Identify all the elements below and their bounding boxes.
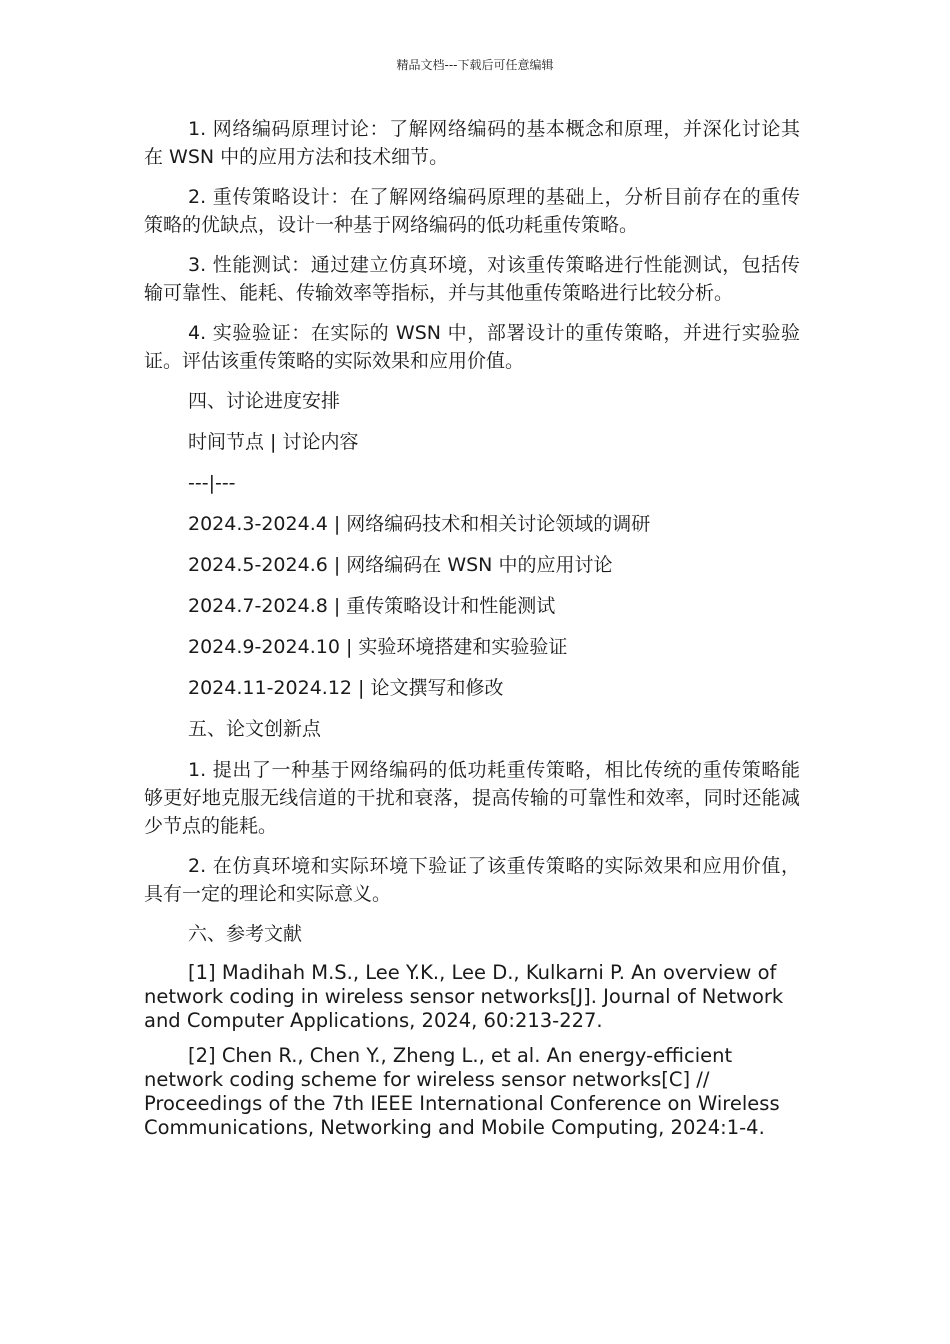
schedule-row: 2024.3-2024.4 | 网络编码技术和相关讨论领域的调研 [188, 513, 651, 535]
references-heading: 六、参考文献 [188, 923, 303, 945]
reference-entry-2: [2] Chen R., Chen Y., Zheng L., et al. An energy-efficient network coding scheme for wireless sensor networks[C] // Proceedings of the 7th IEEE International Conference on Wireless Communications, Networking and Mobile Computing, 2024:1-4. [144, 1044, 780, 1139]
research-item-3: 3. 性能测试：通过建立仿真环境，对该重传策略进行性能测试，包括传输可靠性、能耗、传输效率等指标，并与其他重传策略进行比较分析。 [144, 254, 800, 304]
schedule-row: 2024.9-2024.10 | 实验环境搭建和实验验证 [188, 636, 568, 658]
innovation-heading: 五、论文创新点 [188, 718, 322, 740]
schedule-table-separator: ---|--- [188, 472, 236, 494]
schedule-row: 2024.5-2024.6 | 网络编码在 WSN 中的应用讨论 [188, 554, 613, 576]
innovation-point-2: 2. 在仿真环境和实际环境下验证了该重传策略的实际效果和应用价值，具有一定的理论和实际意义。 [144, 855, 800, 905]
schedule-table-header: 时间节点 | 讨论内容 [188, 431, 359, 453]
schedule-heading: 四、讨论进度安排 [188, 390, 341, 412]
page-header: 精品文档---下载后可任意编辑 [396, 58, 554, 72]
reference-entry-1: [1] Madihah M.S., Lee Y.K., Lee D., Kulkarni P. An overview of network coding in wireless sensor networks[J]. Journal of Network and Computer Applications, 2024, 60:213-227. [144, 961, 784, 1032]
research-item-2: 2. 重传策略设计：在了解网络编码原理的基础上，分析目前存在的重传策略的优缺点，设计一种基于网络编码的低功耗重传策略。 [144, 186, 800, 236]
document-body [144, 115, 800, 1151]
research-item-4: 4. 实验验证：在实际的 WSN 中，部署设计的重传策略，并进行实验验证。评估该重传策略的实际效果和应用价值。 [144, 322, 800, 372]
schedule-row: 2024.11-2024.12 | 论文撰写和修改 [188, 677, 504, 699]
innovation-point-1: 1. 提出了一种基于网络编码的低功耗重传策略，相比传统的重传策略能够更好地克服无线信道的干扰和衰落，提高传输的可靠性和效率，同时还能减少节点的能耗。 [144, 759, 800, 837]
research-item-1: 1. 网络编码原理讨论：了解网络编码的基本概念和原理，并深化讨论其在 WSN 中的应用方法和技术细节。 [144, 118, 800, 168]
schedule-row: 2024.7-2024.8 | 重传策略设计和性能测试 [188, 595, 556, 617]
